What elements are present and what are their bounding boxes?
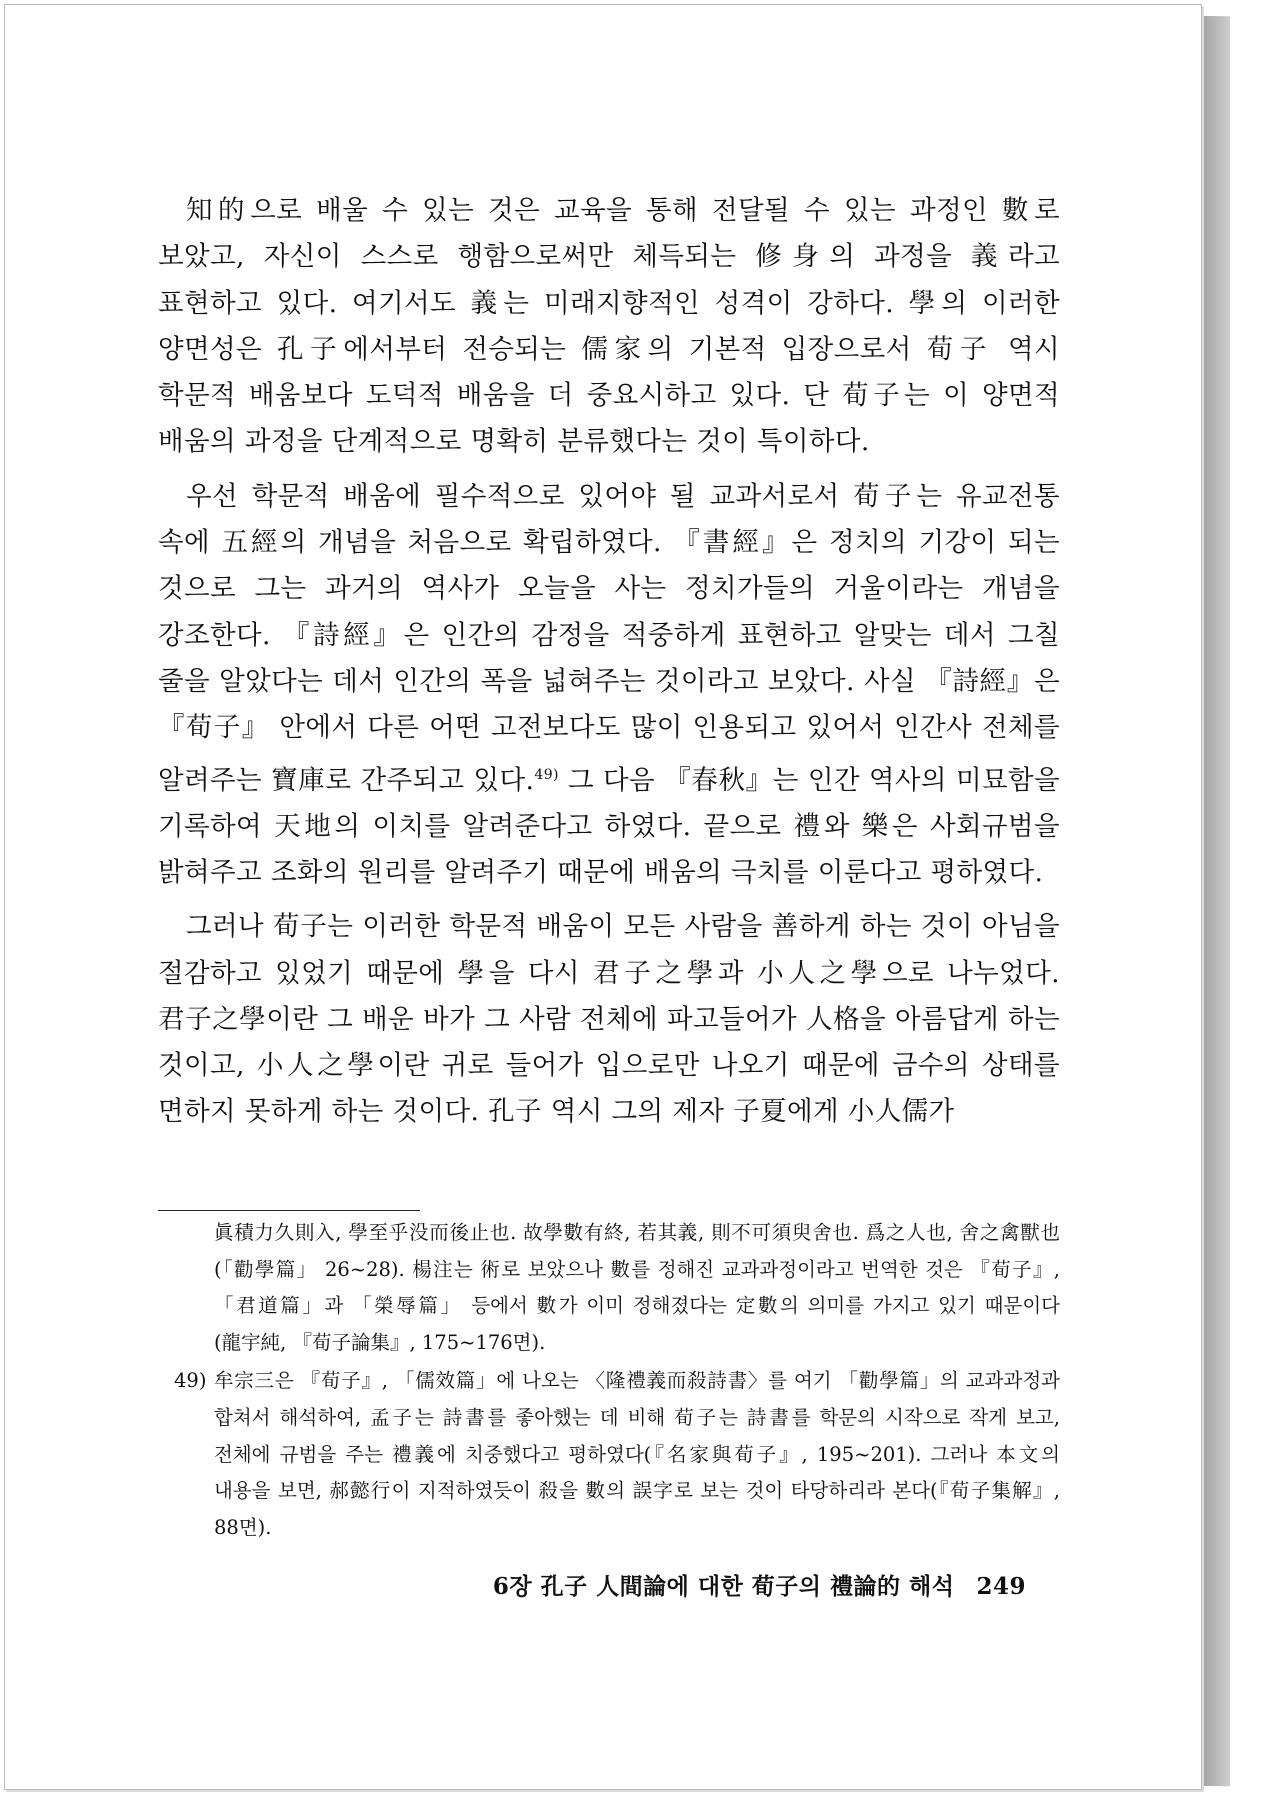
paragraph-2-tail: 그 다음 『春秋』는 인간 역사의 미묘함을 기록하여 天地의 이치를 알려준다고 하였다. 끝으로 禮와 樂은 사회규범을 밝혀주고 조화의 원리를 알려주기 때문에 배움의 극치를 이룬다고 평하였다. (158, 764, 1060, 888)
footnote-ref-49: 49) (534, 766, 559, 783)
footnote-49-text: 牟宗三은 『荀子』, 「儒效篇」에 나오는 〈隆禮義而殺詩書〉를 여기 「勸學篇」의 교과과정과 합쳐서 해석하여, 孟子는 詩書를 좋아했는 데 비해 荀子는 詩書를 학문의 시작으로 작게 보고, 전체에 규범을 주는 禮義에 치중했다고 평하였다(『名家與荀子』, 195~201). 그러나 本文의 내용을 보면, 郝懿行이 지적하였듯이 殺을 數의 誤字로 보는 것이 타당하리라 본다(『荀子集解』, 88면). (214, 1369, 1060, 1539)
paragraph-2 (158, 474, 1060, 897)
chapter-title: 6장 孔子 人間論에 대한 荀子의 禮論的 해석 (492, 1573, 955, 1600)
footnote-49 (174, 1363, 1060, 1546)
footnote-separator (158, 1210, 420, 1211)
paragraph-1: 知的으로 배울 수 있는 것은 교육을 통해 전달될 수 있는 과정인 數로 보았고, 자신이 스스로 행함으로써만 체득되는 修身의 과정을 義라고 표현하고 있다. 여기서도 義는 미래지향적인 성격이 강하다. 學의 이러한 양면성은 孔子에서부터 전승되는 儒家의 기본적 입장으로서 荀子 역시 학문적 배움보다 도덕적 배움을 더 중요시하고 있다. 단 荀子는 이 양면적 배움의 과정을 단계적으로 명확히 분류했다는 것이 특이하다. (158, 195, 1060, 458)
footnote-49-number: 49) (174, 1369, 207, 1393)
footnote-continuation: 眞積力久則入, 學至乎没而後止也. 故學數有終, 若其義, 則不可須臾舍也. 爲之人也, 舍之禽獸也(「勸學篇」 26~28). 楊注는 術로 보았으나 數를 정해진 교과과정이라고 번역한 것은 『荀子』, 「君道篇」과 「榮辱篇」 등에서 數가 이미 정해졌다는 定數의 의미를 가지고 있기 때문이다(龍宇純, 『荀子論集』, 175~176면). (214, 1221, 1060, 1354)
paragraph-3: 그러나 荀子는 이러한 학문적 배움이 모든 사람을 善하게 하는 것이 아님을 절감하고 있었기 때문에 學을 다시 君子之學과 小人之學으로 나누었다. 君子之學이란 그 배운 바가 그 사람 전체에 파고들어가 人格을 아름답게 하는 것이고, 小人之學이란 귀로 들어가 입으로만 나오기 때문에 금수의 상태를 면하지 못하게 하는 것이다. 孔子 역시 그의 제자 子夏에게 小人儒가 (158, 911, 1060, 1128)
page-number: 249 (976, 1573, 1026, 1600)
paragraph-2-text: 우선 학문적 배움에 필수적으로 있어야 될 교과서로서 荀子는 유교전통 속에 五經의 개념을 처음으로 확립하였다. 『書經』은 정치의 기강이 되는 것으로 그는 과거의 역사가 오늘을 사는 정치가들의 거울이라는 개념을 강조한다. 『詩經』은 인간의 감정을 적중하게 표현하고 알맞는 데서 그칠 줄을 알았다는 데서 인간의 폭을 넓혀주는 것이라고 보았다. 사실 『詩經』은 『荀子』 안에서 다른 어떤 고전보다도 많이 인용되고 있어서 인간사 전체를 알려주는 寶庫로 간주되고 있다. (158, 480, 1060, 796)
footnotes (158, 1215, 1060, 1546)
body-text (158, 188, 1060, 1144)
running-footer (470, 1568, 1026, 1601)
